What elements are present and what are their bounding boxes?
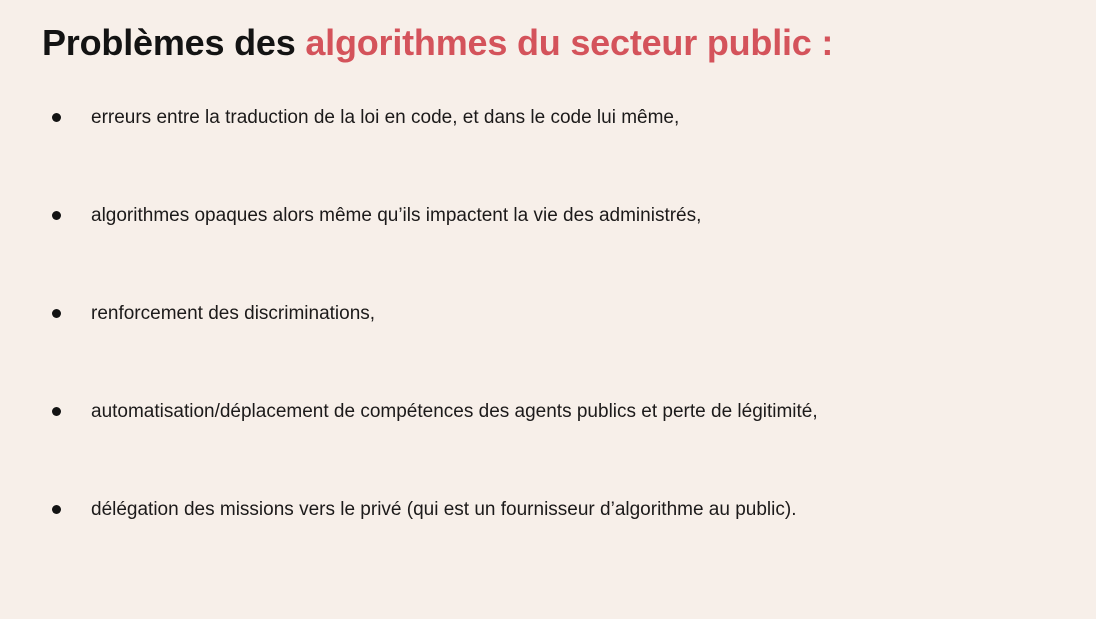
slide-title (42, 20, 1056, 67)
list-item (52, 105, 1056, 131)
bullet-icon (52, 211, 61, 220)
bullet-icon (52, 505, 61, 514)
list-item-text: renforcement des discriminations, (91, 302, 376, 324)
list-item (52, 399, 1056, 425)
list-item (52, 497, 1056, 523)
list-item-text: délégation des missions vers le privé (qui est un fournisseur d’algorithme au public). (91, 498, 797, 520)
slide-title-accent-part: algorithmes du secteur public : (305, 22, 834, 63)
list-item-text: algorithmes opaques alors même qu’ils impactent la vie des administrés, (91, 204, 702, 226)
slide-title-black-part: Problèmes des (42, 22, 306, 63)
bullet-icon (52, 113, 61, 122)
list-item (52, 301, 1056, 327)
list-item-text: automatisation/déplacement de compétences des agents publics et perte de légitimité, (91, 400, 818, 422)
bullet-list (42, 105, 1056, 523)
bullet-icon (52, 309, 61, 318)
list-item-text: erreurs entre la traduction de la loi en code, et dans le code lui même, (91, 106, 680, 128)
list-item (52, 203, 1056, 229)
bullet-icon (52, 407, 61, 416)
